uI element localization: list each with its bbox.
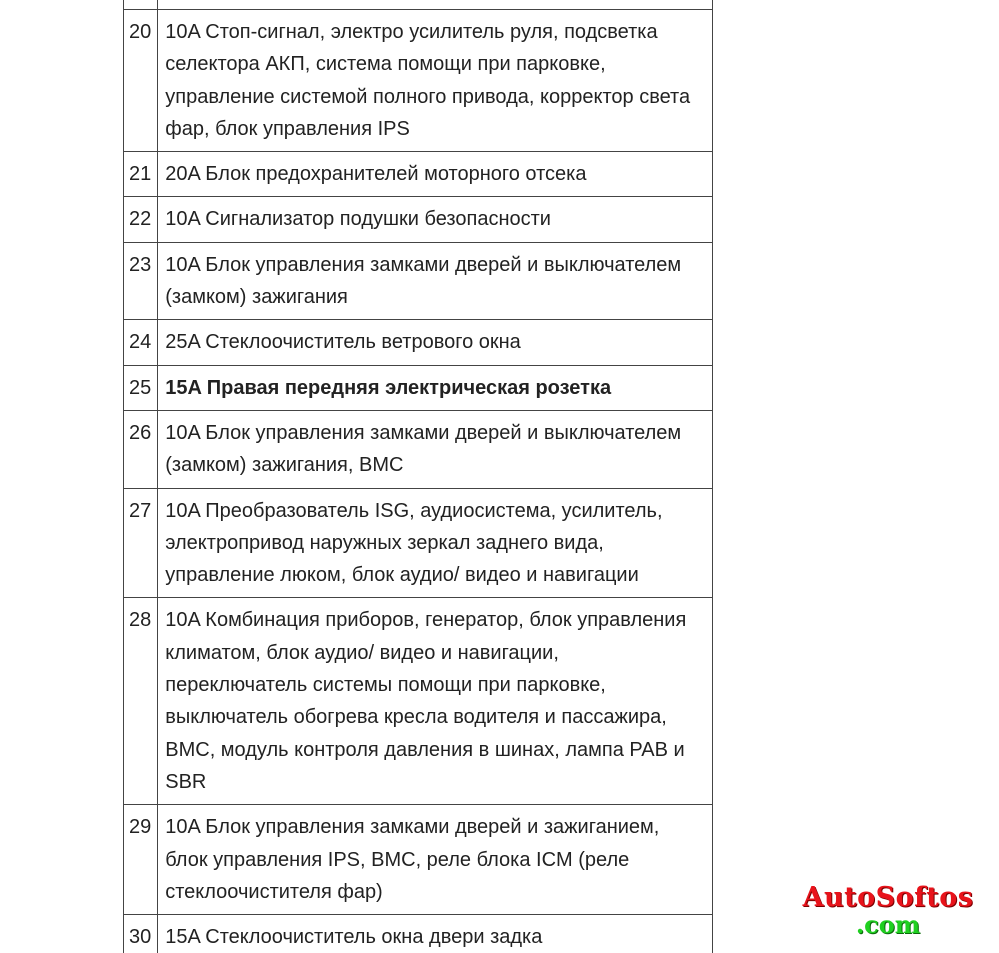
fuse-number: 24 (124, 320, 158, 365)
fuse-number: 26 (124, 410, 158, 488)
fuse-description: 15A Стеклоочиститель окна двери задка (158, 915, 713, 953)
fuse-description: 10A Стоп-сигнал, электро усилитель руля, подсветка селектора АКП, система помощи при парковке, управление системой полного привода, корректор света фар, блок управления IPS (158, 10, 713, 152)
fuse-description (158, 0, 713, 10)
fuse-description: 10A Комбинация приборов, генератор, блок управления климатом, блок аудио/ видео и навигации, переключатель системы помощи при парковке, выключатель обогрева кресла водителя и пассажира, BMC, модуль контроля давления в шинах, лампа PAB и SBR (158, 598, 713, 805)
fuse-number: 21 (124, 152, 158, 197)
fuse-number: 23 (124, 242, 158, 320)
watermark-line1: AutoSoftos (802, 882, 974, 913)
fuse-description: 10A Блок управления замками дверей и зажиганием, блок управления IPS, BMC, реле блока ICM (реле стеклоочистителя фар) (158, 805, 713, 915)
table-row (124, 915, 713, 953)
fuse-description: 20A Блок предохранителей моторного отсека (158, 152, 713, 197)
fuse-number: 20 (124, 10, 158, 152)
fuse-number: 29 (124, 805, 158, 915)
table-row (124, 488, 713, 598)
fuse-description: 25A Стеклоочиститель ветрового окна (158, 320, 713, 365)
fuse-number: 28 (124, 598, 158, 805)
fuse-number (124, 0, 158, 10)
fuse-description: 10A Преобразователь ISG, аудиосистема, усилитель, электропривод наружных зеркал заднего вида, управление люком, блок аудио/ видео и навигации (158, 488, 713, 598)
table-row (124, 152, 713, 197)
table-row (124, 410, 713, 488)
watermark-line2: .com (855, 910, 921, 939)
fuse-description: 10A Сигнализатор подушки безопасности (158, 197, 713, 242)
fuse-number: 25 (124, 365, 158, 410)
fuse-number: 22 (124, 197, 158, 242)
table-row (124, 805, 713, 915)
table-row (124, 242, 713, 320)
fuse-description: 15A Правая передняя электрическая розетка (158, 365, 713, 410)
watermark-logo (793, 884, 983, 937)
fuse-number: 30 (124, 915, 158, 953)
fuse-table (123, 0, 713, 953)
table-row (124, 320, 713, 365)
table-row (124, 10, 713, 152)
table-row (124, 365, 713, 410)
table-row (124, 598, 713, 805)
table-row (124, 0, 713, 10)
fuse-description: 10A Блок управления замками дверей и выключателем (замком) зажигания (158, 242, 713, 320)
fuse-number: 27 (124, 488, 158, 598)
fuse-description: 10A Блок управления замками дверей и выключателем (замком) зажигания, BMC (158, 410, 713, 488)
table-row (124, 197, 713, 242)
